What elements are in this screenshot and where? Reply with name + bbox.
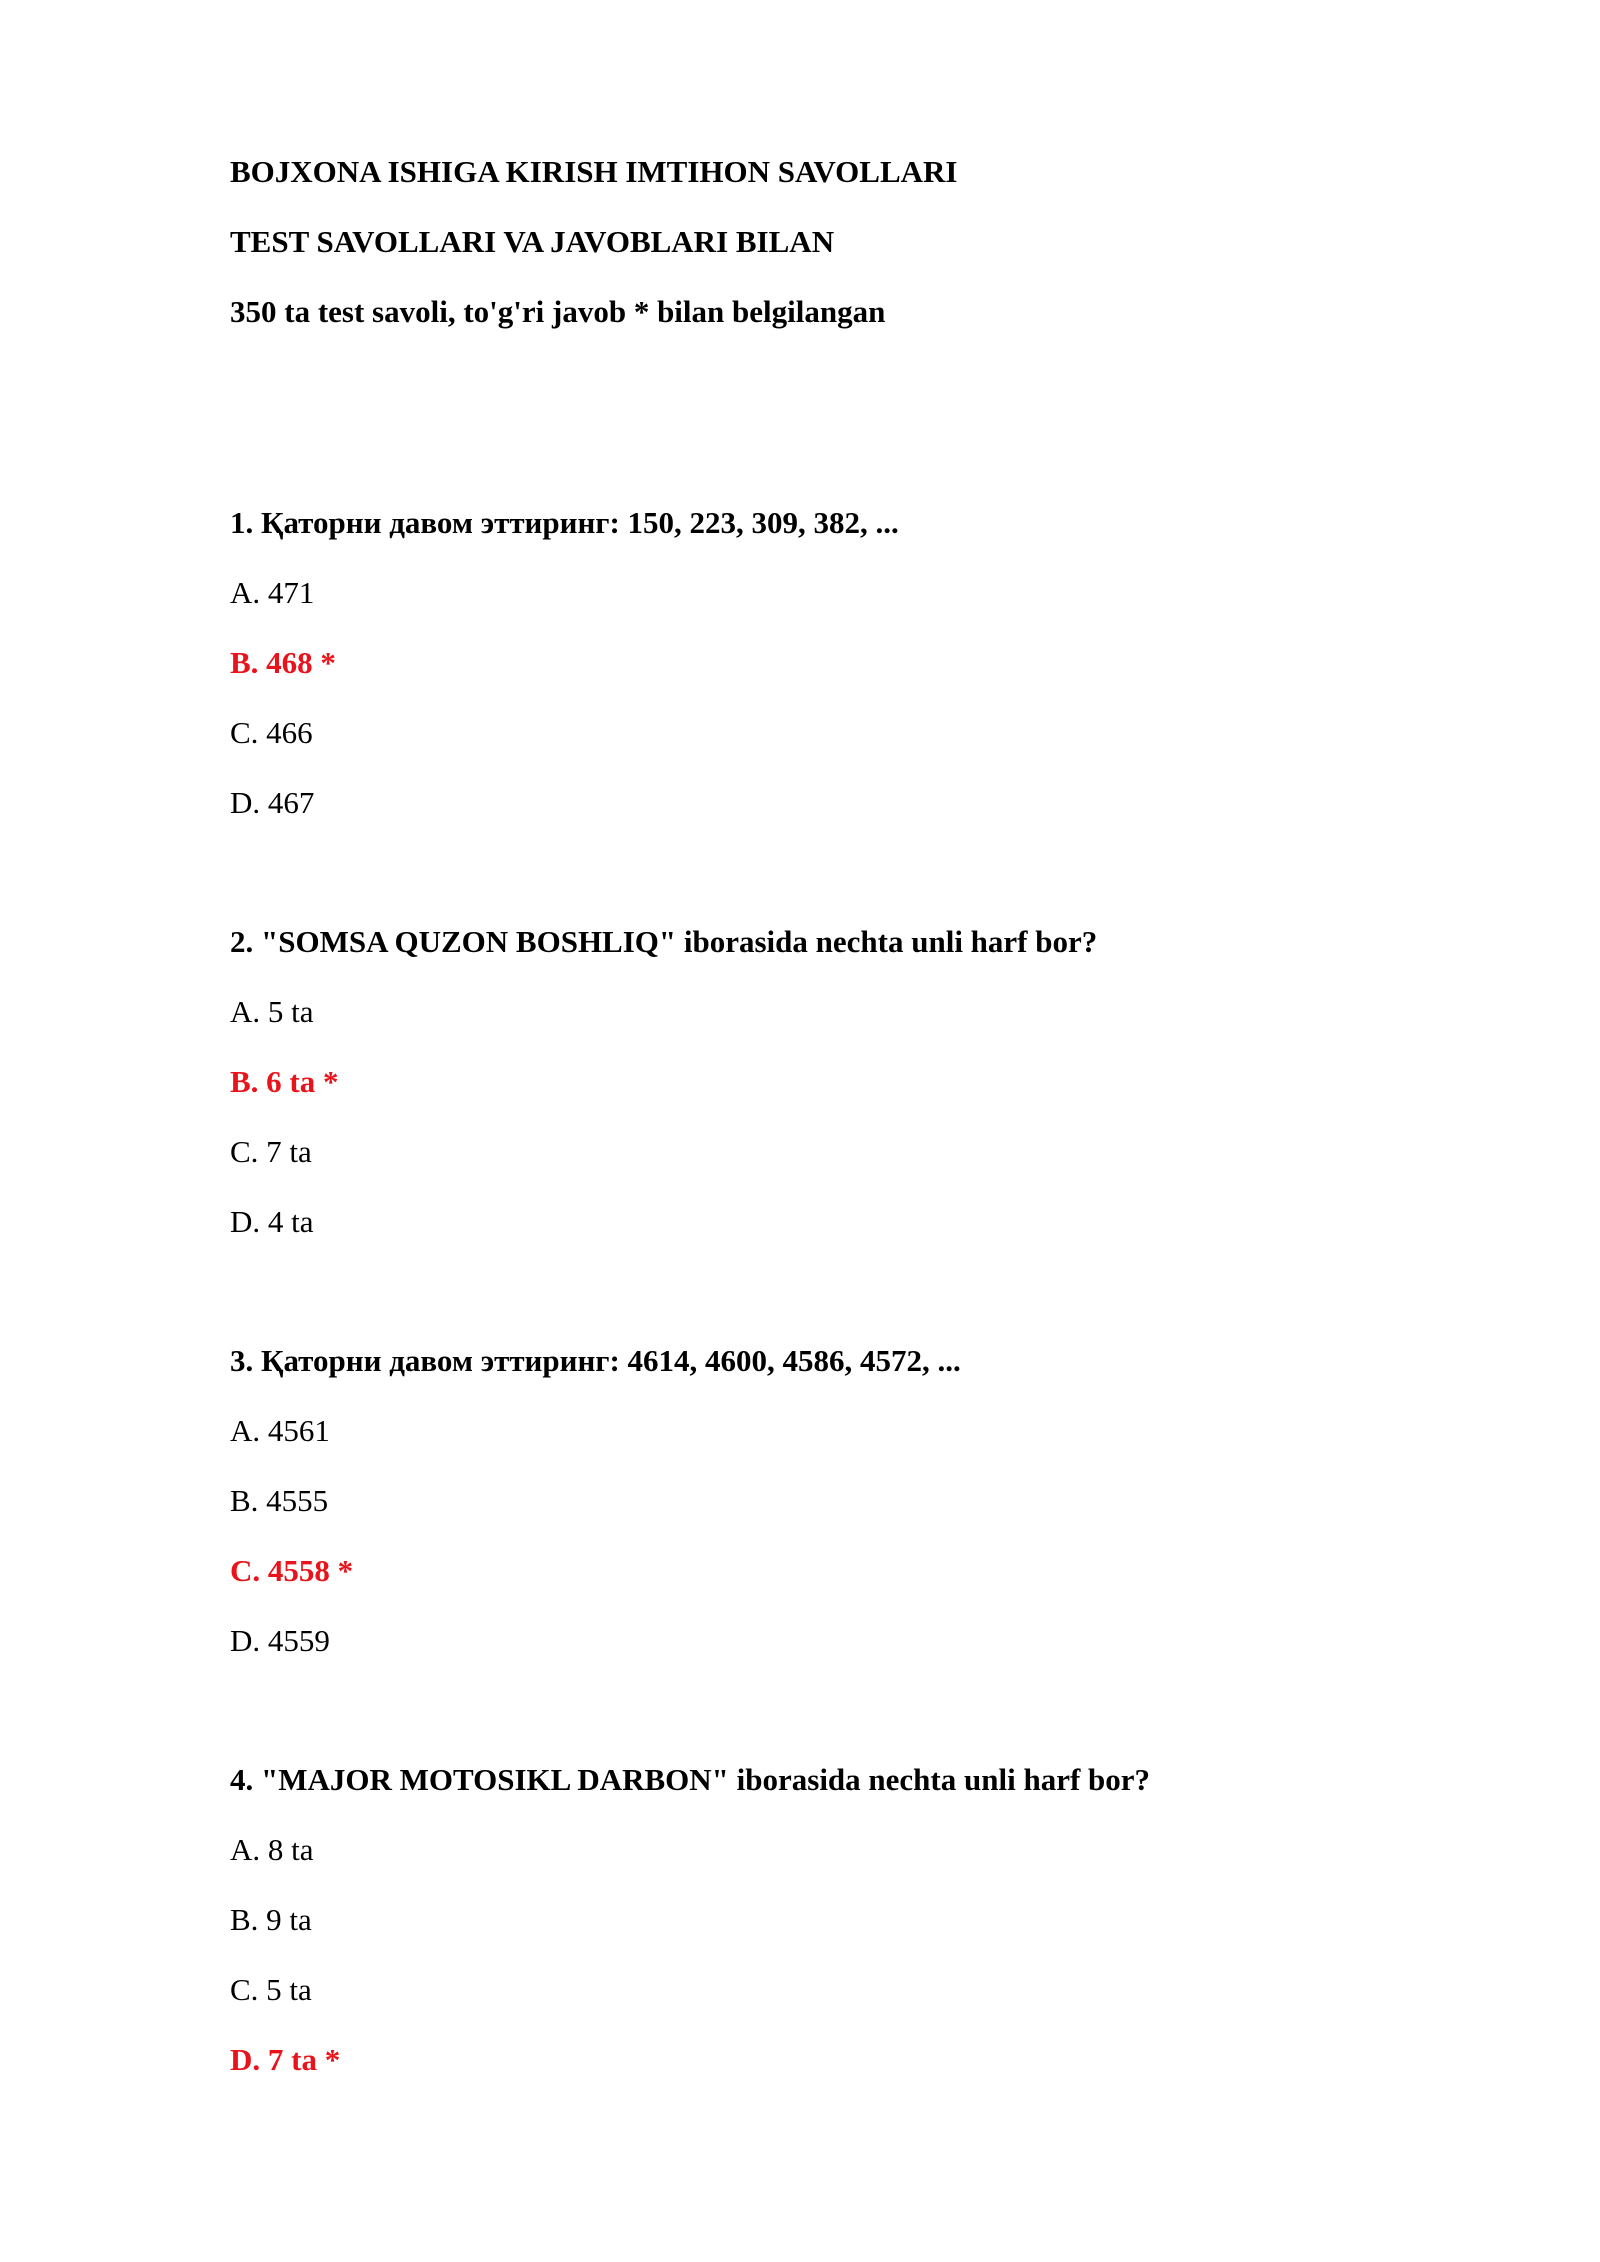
question-2-option-c: C. 7 ta: [230, 1134, 312, 1169]
question-3-text: 3. Қаторни давом эттиринг: 4614, 4600, 4586, 4572, ...: [230, 1343, 961, 1378]
question-4-text: 4. "MAJOR MOTOSIKL DARBON" iborasida nechta unli harf bor?: [230, 1762, 1151, 1797]
question-4-option-c: C. 5 ta: [230, 1972, 312, 2007]
question-4-option-b: B. 9 ta: [230, 1902, 312, 1937]
document-title: BOJXONA ISHIGA KIRISH IMTIHON SAVOLLARI: [230, 154, 958, 189]
question-3-option-a: A. 4561: [230, 1413, 330, 1448]
question-2-option-b: B. 6 ta *: [230, 1064, 339, 1099]
question-1-option-d: D. 467: [230, 785, 315, 820]
question-2-text: 2. "SOMSA QUZON BOSHLIQ" iborasida nechta unli harf bor?: [230, 924, 1098, 959]
question-1-text: 1. Қаторни давом эттиринг: 150, 223, 309, 382, ...: [230, 505, 899, 540]
document-note: 350 ta test savoli, to'g'ri javob * bilan belgilangan: [230, 294, 886, 329]
question-4-option-a: A. 8 ta: [230, 1832, 314, 1867]
question-1-option-c: C. 466: [230, 715, 313, 750]
question-3-option-c: C. 4558 *: [230, 1553, 354, 1588]
question-3-option-b: B. 4555: [230, 1483, 329, 1518]
document-subtitle: TEST SAVOLLARI VA JAVOBLARI BILAN: [230, 224, 835, 259]
question-2-option-d: D. 4 ta: [230, 1204, 314, 1239]
question-1-option-b: B. 468 *: [230, 645, 336, 680]
question-2-option-a: A. 5 ta: [230, 994, 314, 1029]
question-4-option-d: D. 7 ta *: [230, 2042, 341, 2077]
question-1-option-a: A. 471: [230, 575, 315, 610]
question-3-option-d: D. 4559: [230, 1623, 330, 1658]
